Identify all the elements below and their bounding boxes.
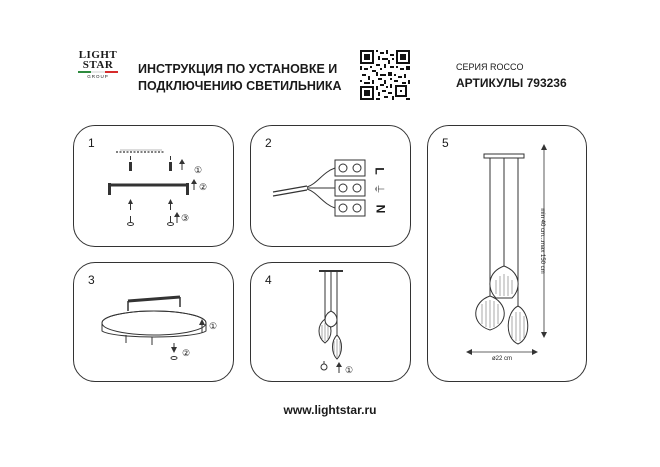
logo-text-light: LIGHT <box>78 49 118 61</box>
marker-2: ② <box>182 348 191 358</box>
title-line-2: ПОДКЛЮЧЕНИЮ СВЕТИЛЬНИКА <box>138 79 342 93</box>
height-range-label: min 40 cm...max 150 cm <box>539 208 545 274</box>
step-number: 2 <box>265 136 272 150</box>
marker-3: ③ <box>181 213 190 223</box>
step-2-panel <box>250 125 411 247</box>
assembled-lamp-diagram <box>251 263 412 383</box>
marker-1: ① <box>194 165 203 175</box>
diameter-label: ø22 cm <box>492 356 513 362</box>
terminal-ground-label: ⏚ <box>372 183 385 195</box>
title-line-1: ИНСТРУКЦИЯ ПО УСТАНОВКЕ И <box>138 62 338 76</box>
website-link[interactable]: www.lightstar.ru <box>283 403 377 417</box>
page-title <box>138 61 342 95</box>
step-5-panel <box>427 125 587 382</box>
italian-flag-stripe <box>78 71 118 73</box>
step-number: 3 <box>88 273 95 287</box>
terminal-l-label: L <box>372 167 387 175</box>
wiring-diagram <box>251 126 412 248</box>
qr-code-icon <box>360 50 410 100</box>
marker-2: ② <box>199 182 208 192</box>
marker-1: ① <box>345 365 354 375</box>
step-4-panel <box>250 262 411 382</box>
step-3-panel <box>73 262 234 382</box>
dimensions-diagram <box>428 126 588 383</box>
step-number: 1 <box>88 136 95 150</box>
logo-text-group: GROUP <box>87 74 109 79</box>
terminal-n-label: N <box>373 204 388 214</box>
marker-1: ① <box>209 321 218 331</box>
product-series: СЕРИЯ ROCCO <box>456 62 524 72</box>
product-articles: АРТИКУЛЫ 793236 <box>456 76 567 90</box>
step-1-panel <box>73 125 234 247</box>
step-number: 4 <box>265 273 272 287</box>
lightstar-logo <box>76 50 120 98</box>
ceiling-mount-diagram <box>74 126 235 248</box>
step-number: 5 <box>442 136 449 150</box>
logo-text-star: STAR <box>82 59 114 71</box>
